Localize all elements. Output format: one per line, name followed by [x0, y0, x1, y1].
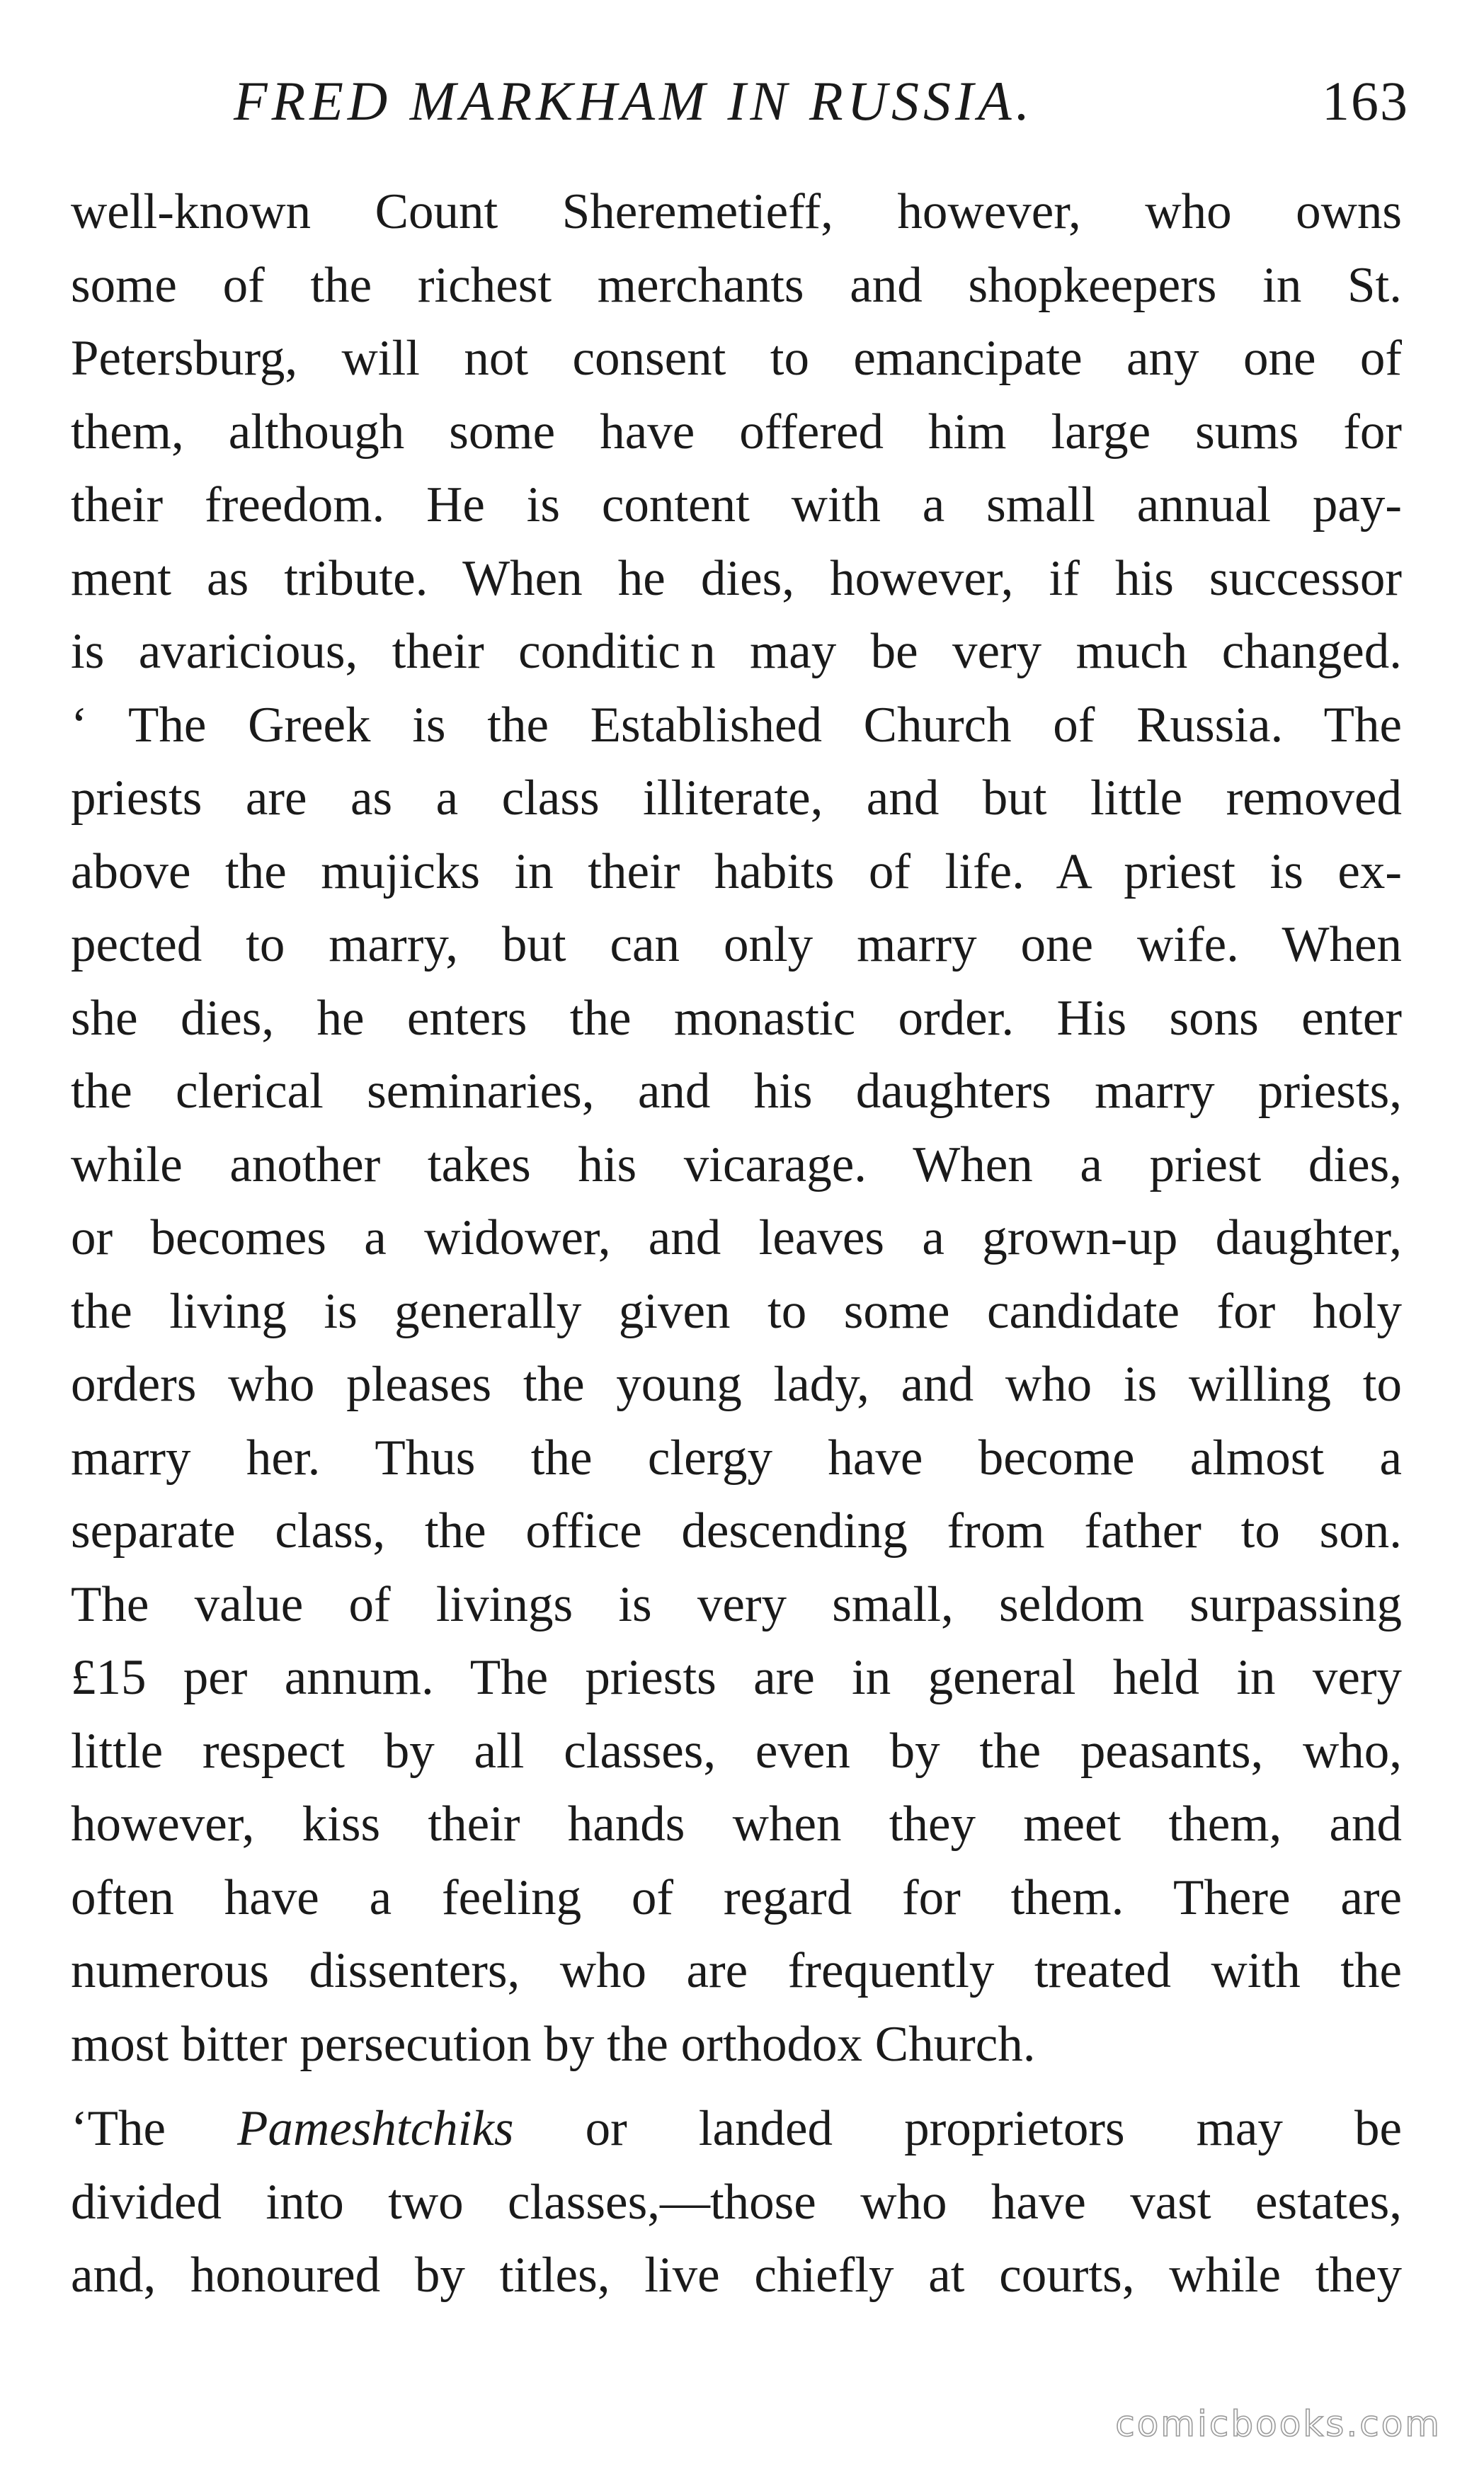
text-line: while another takes his vicarage. When a priest dies, [71, 1137, 1402, 1192]
text-line [71, 2092, 1402, 2166]
text-line: above the mujicks in their habits of life. A priest is ex- [71, 843, 1402, 899]
text-line: she dies, he enters the monastic order. His sons enter [71, 990, 1402, 1046]
text-line: pected to marry, but can only marry one wife. When [71, 917, 1402, 972]
text-line: orders who pleases the young lady, and who is willing to [71, 1357, 1402, 1412]
text-line: however, kiss their hands when they meet them, and [71, 1796, 1402, 1852]
text-line: separate class, the office descending from father to son. [71, 1503, 1402, 1559]
text-line: marry her. Thus the clergy have become almost a [71, 1430, 1402, 1486]
text-line: £15 per annum. The priests are in general held in very [71, 1650, 1402, 1705]
text-line: numerous dissenters, who are frequently treated with the [71, 1943, 1402, 1998]
text-line: well-known Count Sheremetieff, however, who owns [71, 184, 1402, 239]
text-line: most bitter persecution by the orthodox Church. [71, 2016, 1036, 2072]
text-line: ‘ The Greek is the Established Church of Russia. The [71, 697, 1402, 753]
text-fragment: ‘The [71, 2101, 238, 2156]
text-line: some of the richest merchants and shopkeepers in St. [71, 257, 1402, 313]
text-fragment: or landed proprietors may be [513, 2101, 1402, 2156]
text-line: them, although some have offered him large sums for [71, 404, 1402, 460]
text-line: the living is generally given to some candidate for holy [71, 1283, 1402, 1339]
text-line: and, honoured by titles, live chiefly at courts, while they [71, 2248, 1402, 2303]
text-line: priests are as a class illiterate, and but little removed [71, 770, 1402, 826]
watermark: comicbooks.com [1115, 2403, 1442, 2444]
text-line: the clerical seminaries, and his daughters marry priests, [71, 1064, 1402, 1119]
text-line: their freedom. He is content with a small annual pay- [71, 477, 1402, 533]
running-title: FRED MARKHAM IN RUSSIA. [234, 70, 1034, 132]
text-line: often have a feeling of regard for them. There are [71, 1869, 1402, 1925]
italic-term: Pameshtchiks [237, 2101, 514, 2156]
page-number: 163 [1322, 70, 1409, 132]
text-line: The value of livings is very small, seldom surpassing [71, 1576, 1402, 1632]
text-line: Petersburg, will not consent to emancipate any one of [71, 331, 1402, 386]
text-line: or becomes a widower, and leaves a grown-up daughter, [71, 1210, 1402, 1265]
text-line: divided into two classes,—those who have vast estates, [71, 2174, 1402, 2230]
text-line: little respect by all classes, even by the peasants, who, [71, 1723, 1402, 1779]
body-text [71, 176, 1402, 2313]
text-line: ment as tribute. When he dies, however, if his successor [71, 550, 1402, 606]
running-head [234, 62, 1409, 140]
text-line: is avaricious, their conditic n may be very much changed. [71, 624, 1402, 679]
